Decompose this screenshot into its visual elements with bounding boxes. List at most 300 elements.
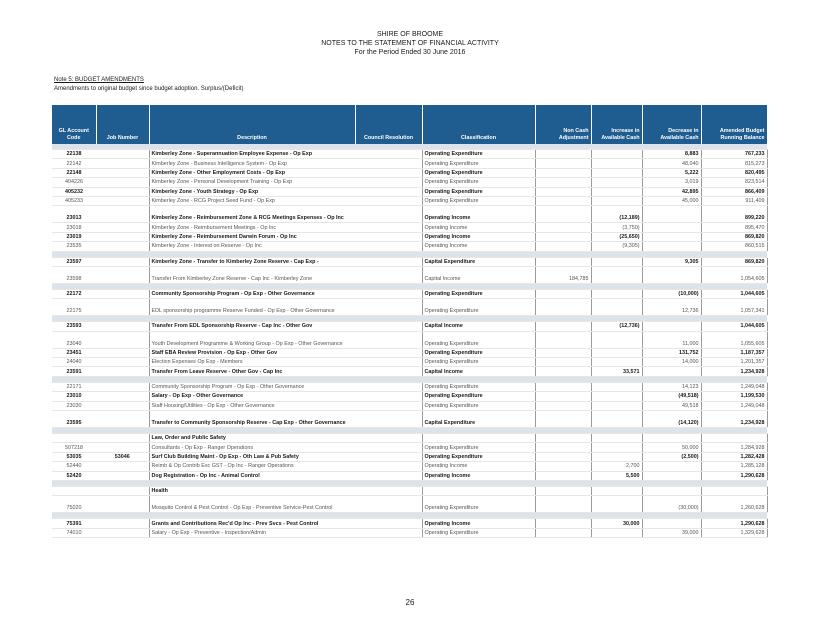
cell-running-balance bbox=[701, 434, 767, 443]
table-row bbox=[52, 411, 767, 428]
cell-gl-account: 74010 bbox=[52, 528, 96, 537]
cell-running-balance: 1,290,628 bbox=[701, 471, 767, 480]
cell-running-balance: 1,199,530 bbox=[701, 392, 767, 401]
cell-classification: Operating Expenditure bbox=[422, 382, 535, 391]
cell-non-cash-adjustment bbox=[535, 150, 591, 159]
cell-job-number bbox=[96, 206, 149, 223]
cell-running-balance: 869,820 bbox=[701, 232, 767, 241]
cell-description: Staff Housing/Utilities - Op Exp - Other Governance bbox=[149, 401, 355, 410]
cell-description: Dog Registration - Op Inc - Animal Control bbox=[149, 471, 355, 480]
cell-non-cash-adjustment: 184,785 bbox=[535, 266, 591, 283]
cell-increase-cash bbox=[591, 443, 642, 452]
cell-non-cash-adjustment bbox=[535, 159, 591, 168]
report-header bbox=[0, 30, 820, 57]
note-subtitle: Amendments to original budget since budget adoption. Surplus/(Deficit) bbox=[54, 86, 244, 92]
cell-decrease-cash bbox=[642, 367, 701, 376]
cell-council-resolution bbox=[355, 348, 422, 357]
cell-classification: Operating Expenditure bbox=[422, 392, 535, 401]
cell-decrease-cash: 3,019 bbox=[642, 178, 701, 187]
cell-increase-cash: (12,189) bbox=[591, 206, 642, 223]
cell-classification: Capital Expenditure bbox=[422, 411, 535, 428]
cell-decrease-cash: 45,000 bbox=[642, 196, 701, 205]
cell-running-balance: 869,820 bbox=[701, 257, 767, 266]
cell-council-resolution bbox=[355, 266, 422, 283]
cell-non-cash-adjustment bbox=[535, 187, 591, 196]
cell-non-cash-adjustment bbox=[535, 358, 591, 367]
cell-increase-cash bbox=[591, 266, 642, 283]
cell-increase-cash: (9,305) bbox=[591, 242, 642, 251]
cell-job-number bbox=[96, 322, 149, 331]
cell-decrease-cash: 49,518 bbox=[642, 401, 701, 410]
table-row bbox=[52, 452, 767, 461]
cell-council-resolution bbox=[355, 462, 422, 471]
cell-council-resolution bbox=[355, 322, 422, 331]
col-header-description: Description bbox=[149, 105, 355, 144]
col-header-decrease-cash: Decrease in Available Cash bbox=[642, 105, 701, 144]
cell-non-cash-adjustment bbox=[535, 452, 591, 461]
cell-description: Kimberley Zone - Reimbursement Darwin Forum - Op Inc bbox=[149, 232, 355, 241]
cell-council-resolution bbox=[355, 232, 422, 241]
cell-increase-cash bbox=[591, 150, 642, 159]
cell-running-balance: 1,249,048 bbox=[701, 401, 767, 410]
cell-council-resolution bbox=[355, 150, 422, 159]
col-header-gl-account: GL Account Code bbox=[52, 105, 96, 144]
cell-job-number bbox=[96, 528, 149, 537]
table-row bbox=[52, 187, 767, 196]
table-row bbox=[52, 168, 767, 177]
cell-non-cash-adjustment bbox=[535, 348, 591, 357]
cell-non-cash-adjustment bbox=[535, 443, 591, 452]
cell-council-resolution bbox=[355, 452, 422, 461]
cell-council-resolution bbox=[355, 289, 422, 298]
cell-decrease-cash: (2,500) bbox=[642, 452, 701, 461]
cell-council-resolution bbox=[355, 159, 422, 168]
cell-description: Community Sponsorship Program - Op Exp - Other Governance bbox=[149, 289, 355, 298]
cell-non-cash-adjustment bbox=[535, 196, 591, 205]
cell-non-cash-adjustment bbox=[535, 289, 591, 298]
cell-running-balance: 1,249,048 bbox=[701, 382, 767, 391]
cell-running-balance: 899,220 bbox=[701, 206, 767, 223]
cell-classification: Operating Expenditure bbox=[422, 452, 535, 461]
cell-job-number bbox=[96, 150, 149, 159]
table-row bbox=[52, 331, 767, 348]
cell-gl-account: 23597 bbox=[52, 257, 96, 266]
table-row bbox=[52, 401, 767, 410]
cell-non-cash-adjustment bbox=[535, 434, 591, 443]
cell-decrease-cash bbox=[642, 471, 701, 480]
cell-classification: Operating Expenditure bbox=[422, 289, 535, 298]
cell-job-number bbox=[96, 187, 149, 196]
cell-job-number bbox=[96, 178, 149, 187]
cell-increase-cash bbox=[591, 392, 642, 401]
cell-decrease-cash: 39,000 bbox=[642, 528, 701, 537]
cell-council-resolution bbox=[355, 331, 422, 348]
cell-increase-cash bbox=[591, 382, 642, 391]
cell-description: Transfer From Leave Reserve - Other Gov - Cap Inc bbox=[149, 367, 355, 376]
table-body bbox=[52, 144, 767, 538]
cell-council-resolution bbox=[355, 242, 422, 251]
cell-decrease-cash: 48,040 bbox=[642, 159, 701, 168]
cell-gl-account: 52420 bbox=[52, 471, 96, 480]
cell-classification: Operating Expenditure bbox=[422, 331, 535, 348]
cell-gl-account: 23013 bbox=[52, 206, 96, 223]
table-row bbox=[52, 159, 767, 168]
cell-council-resolution bbox=[355, 401, 422, 410]
cell-increase-cash bbox=[591, 486, 642, 495]
cell-running-balance: 815,273 bbox=[701, 159, 767, 168]
cell-council-resolution bbox=[355, 471, 422, 480]
table-row bbox=[52, 289, 767, 298]
cell-description: Youth Development Programme & Working Group - Op Exp - Other Governance bbox=[149, 331, 355, 348]
cell-gl-account: 23030 bbox=[52, 401, 96, 410]
cell-description: Kimberley Zone - RCG Project Seed Fund - Op Exp bbox=[149, 196, 355, 205]
cell-description: Salary - Op Exp - Preventive - Inspection/Admin bbox=[149, 528, 355, 537]
table-row bbox=[52, 434, 767, 443]
cell-description: Grants and Contributions Rec'd Op Inc - Prev Svcs - Pest Control bbox=[149, 519, 355, 528]
cell-running-balance: 823,514 bbox=[701, 178, 767, 187]
budget-amendments-table bbox=[52, 105, 768, 538]
cell-council-resolution bbox=[355, 434, 422, 443]
cell-running-balance bbox=[701, 486, 767, 495]
cell-classification: Operating Expenditure bbox=[422, 528, 535, 537]
cell-gl-account bbox=[52, 486, 96, 495]
cell-council-resolution bbox=[355, 187, 422, 196]
cell-job-number bbox=[96, 242, 149, 251]
cell-description: Kimberley Zone - Interest on Reserve - Op Inc bbox=[149, 242, 355, 251]
cell-classification bbox=[422, 434, 535, 443]
cell-council-resolution bbox=[355, 519, 422, 528]
cell-classification: Operating Expenditure bbox=[422, 358, 535, 367]
col-header-increase-cash: Increase in Available Cash bbox=[591, 105, 642, 144]
cell-increase-cash bbox=[591, 401, 642, 410]
cell-gl-account: 507218 bbox=[52, 443, 96, 452]
cell-non-cash-adjustment bbox=[535, 367, 591, 376]
cell-non-cash-adjustment bbox=[535, 232, 591, 241]
cell-council-resolution bbox=[355, 178, 422, 187]
cell-increase-cash bbox=[591, 196, 642, 205]
table-row bbox=[52, 358, 767, 367]
cell-job-number bbox=[96, 358, 149, 367]
cell-council-resolution bbox=[355, 382, 422, 391]
cell-decrease-cash: (49,518) bbox=[642, 392, 701, 401]
cell-gl-account: 75391 bbox=[52, 519, 96, 528]
cell-description: Kimberley Zone - Reimbursement Meetings - Op Inc bbox=[149, 223, 355, 232]
cell-gl-account: 404226 bbox=[52, 178, 96, 187]
cell-gl-account: 23010 bbox=[52, 392, 96, 401]
cell-classification: Capital Income bbox=[422, 266, 535, 283]
cell-job-number bbox=[96, 486, 149, 495]
cell-description: Transfer From EDL Sponsorship Reserve - Cap Inc - Other Gov bbox=[149, 322, 355, 331]
cell-council-resolution bbox=[355, 206, 422, 223]
table-row bbox=[52, 223, 767, 232]
cell-job-number bbox=[96, 496, 149, 513]
cell-increase-cash bbox=[591, 496, 642, 513]
cell-gl-account bbox=[52, 434, 96, 443]
cell-description: Kimberley Zone - Business Intelligence System - Op Exp bbox=[149, 159, 355, 168]
cell-increase-cash bbox=[591, 452, 642, 461]
cell-job-number bbox=[96, 159, 149, 168]
cell-decrease-cash bbox=[642, 519, 701, 528]
cell-gl-account: 23591 bbox=[52, 367, 96, 376]
cell-job-number bbox=[96, 401, 149, 410]
cell-running-balance: 1,044,605 bbox=[701, 322, 767, 331]
cell-gl-account: 23019 bbox=[52, 232, 96, 241]
page-number: 26 bbox=[405, 598, 415, 607]
cell-non-cash-adjustment bbox=[535, 299, 591, 316]
cell-description: Kimberley Zone - Superannuation Employee Expense - Op Exp bbox=[149, 150, 355, 159]
cell-increase-cash bbox=[591, 348, 642, 357]
table-row bbox=[52, 257, 767, 266]
cell-job-number bbox=[96, 519, 149, 528]
table-header-row bbox=[52, 105, 767, 144]
cell-increase-cash bbox=[591, 178, 642, 187]
cell-non-cash-adjustment bbox=[535, 242, 591, 251]
cell-description: Mosquito Control & Pest Control - Op Exp - Preventive Service-Pest Control bbox=[149, 496, 355, 513]
cell-job-number bbox=[96, 232, 149, 241]
cell-decrease-cash: 50,000 bbox=[642, 443, 701, 452]
cell-description: Law, Order and Public Safety bbox=[149, 434, 355, 443]
table-row bbox=[52, 150, 767, 159]
cell-non-cash-adjustment bbox=[535, 471, 591, 480]
cell-increase-cash bbox=[591, 159, 642, 168]
table-row bbox=[52, 242, 767, 251]
col-header-non-cash-adjustment: Non Cash Adjustment bbox=[535, 105, 591, 144]
report-period: For the Period Ended 30 June 2016 bbox=[354, 49, 466, 56]
cell-classification: Operating Income bbox=[422, 519, 535, 528]
cell-non-cash-adjustment bbox=[535, 322, 591, 331]
cell-decrease-cash bbox=[642, 434, 701, 443]
cell-classification: Operating Expenditure bbox=[422, 196, 535, 205]
cell-description: Salary - Op Exp - Other Governance bbox=[149, 392, 355, 401]
cell-description: Election Expenses Op Exp - Members bbox=[149, 358, 355, 367]
cell-running-balance: 1,329,628 bbox=[701, 528, 767, 537]
cell-running-balance: 911,409 bbox=[701, 196, 767, 205]
cell-running-balance: 1,282,428 bbox=[701, 452, 767, 461]
cell-running-balance: 1,260,628 bbox=[701, 496, 767, 513]
table-row bbox=[52, 382, 767, 391]
cell-job-number bbox=[96, 257, 149, 266]
cell-council-resolution bbox=[355, 257, 422, 266]
cell-increase-cash bbox=[591, 257, 642, 266]
cell-gl-account: 22138 bbox=[52, 150, 96, 159]
cell-increase-cash: 30,000 bbox=[591, 519, 642, 528]
cell-gl-account: 24040 bbox=[52, 358, 96, 367]
cell-job-number bbox=[96, 443, 149, 452]
cell-gl-account: 405233 bbox=[52, 196, 96, 205]
table-row bbox=[52, 528, 767, 537]
cell-classification: Operating Income bbox=[422, 462, 535, 471]
cell-job-number bbox=[96, 168, 149, 177]
cell-classification: Operating Expenditure bbox=[422, 401, 535, 410]
cell-increase-cash bbox=[591, 168, 642, 177]
cell-decrease-cash bbox=[642, 206, 701, 223]
cell-decrease-cash: (30,000) bbox=[642, 496, 701, 513]
cell-classification: Operating Expenditure bbox=[422, 348, 535, 357]
cell-non-cash-adjustment bbox=[535, 382, 591, 391]
col-header-running-balance: Amended Budget Running Balance bbox=[701, 105, 767, 144]
cell-increase-cash bbox=[591, 187, 642, 196]
cell-council-resolution bbox=[355, 486, 422, 495]
cell-job-number bbox=[96, 434, 149, 443]
cell-gl-account: 22148 bbox=[52, 168, 96, 177]
cell-gl-account: 23595 bbox=[52, 411, 96, 428]
cell-decrease-cash: (14,120) bbox=[642, 411, 701, 428]
cell-gl-account: 22171 bbox=[52, 382, 96, 391]
cell-council-resolution bbox=[355, 392, 422, 401]
cell-job-number bbox=[96, 348, 149, 357]
cell-decrease-cash: 14,123 bbox=[642, 382, 701, 391]
cell-description: Transfer to Community Sponsorship Reserve - Cap Exp - Other Governance bbox=[149, 411, 355, 428]
cell-description: Kimberley Zone - Reimbursement Zone & RCG Meetings Expenses - Op Inc bbox=[149, 206, 355, 223]
cell-classification: Operating Expenditure bbox=[422, 168, 535, 177]
cell-decrease-cash: 5,222 bbox=[642, 168, 701, 177]
cell-running-balance: 860,515 bbox=[701, 242, 767, 251]
cell-classification: Capital Income bbox=[422, 367, 535, 376]
cell-classification: Operating Expenditure bbox=[422, 187, 535, 196]
cell-classification: Operating Income bbox=[422, 232, 535, 241]
cell-classification: Operating Expenditure bbox=[422, 496, 535, 513]
cell-running-balance: 1,054,605 bbox=[701, 266, 767, 283]
cell-gl-account: 22142 bbox=[52, 159, 96, 168]
council-name: SHIRE OF BROOME bbox=[376, 31, 444, 38]
col-header-job-number: Job Number bbox=[96, 105, 149, 144]
table-row bbox=[52, 322, 767, 331]
cell-increase-cash bbox=[591, 331, 642, 348]
cell-council-resolution bbox=[355, 223, 422, 232]
table-row bbox=[52, 462, 767, 471]
cell-description: Reimb & Op Contrib Exc GST - Op Inc - Ranger Operations bbox=[149, 462, 355, 471]
cell-council-resolution bbox=[355, 496, 422, 513]
cell-non-cash-adjustment bbox=[535, 462, 591, 471]
cell-gl-account: 23451 bbox=[52, 348, 96, 357]
cell-gl-account: 53035 bbox=[52, 452, 96, 461]
cell-non-cash-adjustment bbox=[535, 331, 591, 348]
cell-description: Community Sponsorship Program - Op Exp - Other Governance bbox=[149, 382, 355, 391]
cell-non-cash-adjustment bbox=[535, 257, 591, 266]
cell-increase-cash: (12,736) bbox=[591, 322, 642, 331]
cell-gl-account: 22172 bbox=[52, 289, 96, 298]
cell-increase-cash: 33,571 bbox=[591, 367, 642, 376]
cell-decrease-cash bbox=[642, 462, 701, 471]
cell-description: EDL sponsorship programme Reserve Funded - Op Exp - Other Governance bbox=[149, 299, 355, 316]
cell-job-number bbox=[96, 471, 149, 480]
cell-gl-account: 23040 bbox=[52, 331, 96, 348]
cell-non-cash-adjustment bbox=[535, 206, 591, 223]
cell-classification bbox=[422, 486, 535, 495]
cell-classification: Capital Expenditure bbox=[422, 257, 535, 266]
cell-council-resolution bbox=[355, 196, 422, 205]
cell-gl-account: 23598 bbox=[52, 266, 96, 283]
cell-non-cash-adjustment bbox=[535, 392, 591, 401]
cell-gl-account: 23593 bbox=[52, 322, 96, 331]
cell-non-cash-adjustment bbox=[535, 401, 591, 410]
cell-decrease-cash: 12,736 bbox=[642, 299, 701, 316]
table-row bbox=[52, 519, 767, 528]
cell-classification: Operating Income bbox=[422, 242, 535, 251]
cell-increase-cash bbox=[591, 411, 642, 428]
cell-description: Transfer From Kimberley Zone Reserve - Cap Inc - Kimberley Zone bbox=[149, 266, 355, 283]
cell-classification: Operating Expenditure bbox=[422, 159, 535, 168]
cell-increase-cash bbox=[591, 358, 642, 367]
cell-job-number bbox=[96, 289, 149, 298]
cell-decrease-cash bbox=[642, 232, 701, 241]
table-row bbox=[52, 232, 767, 241]
table-row bbox=[52, 486, 767, 495]
cell-classification: Operating Income bbox=[422, 471, 535, 480]
cell-gl-account: 405232 bbox=[52, 187, 96, 196]
cell-running-balance: 1,187,357 bbox=[701, 348, 767, 357]
cell-job-number bbox=[96, 331, 149, 348]
col-header-classification: Classification bbox=[422, 105, 535, 144]
cell-non-cash-adjustment bbox=[535, 519, 591, 528]
cell-job-number bbox=[96, 299, 149, 316]
cell-increase-cash bbox=[591, 434, 642, 443]
table-row bbox=[52, 496, 767, 513]
cell-running-balance: 820,495 bbox=[701, 168, 767, 177]
cell-non-cash-adjustment bbox=[535, 528, 591, 537]
cell-council-resolution bbox=[355, 528, 422, 537]
report-title: NOTES TO THE STATEMENT OF FINANCIAL ACTIVITY bbox=[321, 40, 499, 47]
cell-running-balance: 1,284,928 bbox=[701, 443, 767, 452]
cell-running-balance: 1,055,605 bbox=[701, 331, 767, 348]
cell-classification: Operating Income bbox=[422, 206, 535, 223]
cell-classification: Operating Expenditure bbox=[422, 178, 535, 187]
cell-increase-cash: (3,750) bbox=[591, 223, 642, 232]
cell-description: Surf Club Building Maint - Op Exp - Oth Law & Pub Safety bbox=[149, 452, 355, 461]
cell-job-number bbox=[96, 462, 149, 471]
cell-decrease-cash: 14,000 bbox=[642, 358, 701, 367]
cell-running-balance: 895,470 bbox=[701, 223, 767, 232]
col-header-council-resolution: Council Resolution bbox=[355, 105, 422, 144]
cell-council-resolution bbox=[355, 443, 422, 452]
table-row bbox=[52, 266, 767, 283]
cell-classification: Operating Expenditure bbox=[422, 443, 535, 452]
cell-job-number bbox=[96, 367, 149, 376]
cell-gl-account: 75020 bbox=[52, 496, 96, 513]
cell-increase-cash: 5,500 bbox=[591, 471, 642, 480]
table-row bbox=[52, 443, 767, 452]
cell-description: Staff EBA Review Provision - Op Exp - Other Gov bbox=[149, 348, 355, 357]
cell-running-balance: 1,201,357 bbox=[701, 358, 767, 367]
note-title: Note 5: BUDGET AMENDMENTS bbox=[54, 77, 144, 83]
cell-decrease-cash bbox=[642, 223, 701, 232]
cell-decrease-cash bbox=[642, 322, 701, 331]
table-row bbox=[52, 299, 767, 316]
cell-gl-account: 52440 bbox=[52, 462, 96, 471]
cell-non-cash-adjustment bbox=[535, 496, 591, 513]
cell-council-resolution bbox=[355, 358, 422, 367]
cell-running-balance: 866,409 bbox=[701, 187, 767, 196]
cell-running-balance: 1,285,128 bbox=[701, 462, 767, 471]
table-row bbox=[52, 196, 767, 205]
cell-decrease-cash: 11,000 bbox=[642, 331, 701, 348]
cell-classification: Operating Income bbox=[422, 223, 535, 232]
cell-non-cash-adjustment bbox=[535, 411, 591, 428]
table-row bbox=[52, 471, 767, 480]
cell-decrease-cash bbox=[642, 266, 701, 283]
cell-gl-account: 22175 bbox=[52, 299, 96, 316]
cell-running-balance: 1,057,341 bbox=[701, 299, 767, 316]
cell-description: Health bbox=[149, 486, 355, 495]
cell-job-number bbox=[96, 223, 149, 232]
cell-decrease-cash: (10,000) bbox=[642, 289, 701, 298]
cell-decrease-cash: 42,895 bbox=[642, 187, 701, 196]
cell-running-balance: 1,234,928 bbox=[701, 411, 767, 428]
cell-increase-cash bbox=[591, 289, 642, 298]
cell-job-number bbox=[96, 266, 149, 283]
cell-council-resolution bbox=[355, 367, 422, 376]
cell-increase-cash bbox=[591, 528, 642, 537]
